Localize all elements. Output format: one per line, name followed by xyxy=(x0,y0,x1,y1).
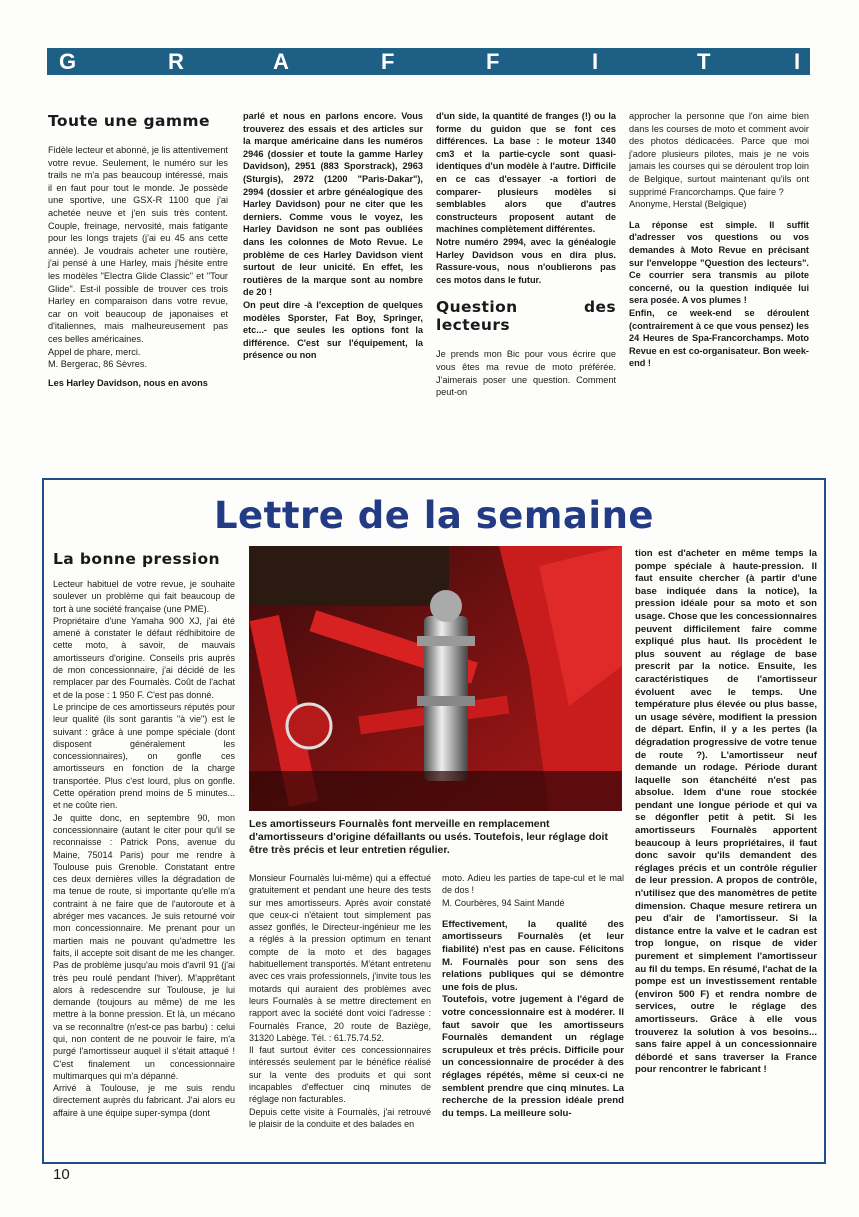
paragraph: Toutefois, votre jugement à l'égard de votre concessionnaire est à modérer. Il faut savoir que les amortisseurs Fournalès demandent un réglage scrupuleux et très précis. Difficile pour un concessionnaire de procéder à des réglages répétés, même si ceux-ci ne semblent prendre que cinq minutes. La recherche de la pression idéale prend du temps. La meilleure solu- xyxy=(442,994,624,1119)
top-column-4 xyxy=(629,110,809,370)
signature: Anonyme, Herstal (Belgique) xyxy=(629,199,747,210)
signature: M. Bergerac, 86 Sèvres. xyxy=(48,359,148,370)
banner-letter: R xyxy=(168,49,184,74)
page-number: 10 xyxy=(53,1166,70,1183)
paragraph: d'un side, la quantité de franges (!) ou la forme du guidon que se font ces différences. La base : le moteur 1340 cm3 et la partie-cycle sont quasi-identiques d'un modèle à l'autre. Difficile en ce cas d'essayer -a fortiori de comparer- plusieurs modèles si semblables alors que d'autres constructeurs proposent autant de machines complètement différentes. xyxy=(436,111,616,235)
paragraph: La réponse est simple. Il suffit d'adresser vos questions ou vos demandes à Moto Revue en précisant sur l'enveloppe "Question des lecteurs". Ce courrier sera transmis au pilote concerné, ou la question indiquée lui sera posée. A vos plumes ! xyxy=(629,219,809,306)
banner-letter: T xyxy=(697,49,711,74)
letter-column-2 xyxy=(249,872,431,1130)
answer-start: Les Harley Davidson, nous en avons xyxy=(48,377,208,388)
paragraph: Il faut surtout éviter ces concessionnaires intéressés seulement par le bénéfice réalisé sur la vente des produits et qui sont incapables d'effectuer cinq minutes de réglage non facturables. xyxy=(249,1045,431,1105)
paragraph: approcher la personne que l'on aime bien dans les courses de moto et comment avoir des photos dédicacées. Parce que moi j'adore plusieurs pilotes, mais je ne vois jamais les courses qui se déroulent trop loin de Belgique, surtout maintenant qu'ils ont supprimé Francorchamps. Que faire ? xyxy=(629,111,809,197)
paragraph: Effectivement, la qualité des amortisseurs Fournalès (et leur fiabilité) n'est pas en cause. Félicitons M. Fournalès pour son sens des relations publiques qui se démontre une fois de plus. xyxy=(442,918,624,993)
top-column-2 xyxy=(243,110,423,362)
letter-column-4 xyxy=(635,548,817,1077)
letter-column-1 xyxy=(53,550,235,1119)
photo-caption: Les amortisseurs Fournalès font merveille en remplacement d'amortisseurs d'origine défaillants ou usés. Toutefois, leur réglage doit être très précis et leur entretien régulier. xyxy=(249,818,608,856)
paragraph: Je quitte donc, en septembre 90, mon concessionnaire (autant le citer pour qu'il se reconnaisse : Patrick Pons, avenue du Maine, 75014 Paris) pour me rendre à Toulouse puis Grenoble. Constatant entre ces deux dernières villes la dégradation de ma tenue de route, si importante qu'elle m'a contraint à ne faire que de l'autoroute et à abréger mes vacances. Je suis retourné voir mon concessionnaire. Me prenant pour un martien mais ne pouvant qu'admettre les faits, il accepte soit disant de me les changer. Pas de problème jusqu'au mois d'avril 91 (j'ai très peu roulé pendant l'hiver). M'apprêtant alors à redescendre sur Toulouse, je lui demande (toujours au même) de me les mettre à la bonne pression. Et là, un mécano va se reconnaître (n'est-ce pas barbu) : celui qui, non content de ne pouvoir le faire, m'a purgé l'amortisseur auquel il s'était attaqué ! C'est finalement un concessionnaire multimarques qui m'a dépanné. xyxy=(53,812,235,1081)
signature: M. Courbères, 94 Saint Mandé xyxy=(442,897,565,908)
heading-question-des-lecteurs: Question des lecteurs xyxy=(436,298,616,335)
heading-la-bonne-pression: La bonne pression xyxy=(53,550,220,568)
letter-title: Lettre de la semaine xyxy=(213,494,655,537)
letter-column-3 xyxy=(442,872,624,1120)
paragraph: Depuis cette visite à Fournalès, j'ai retrouvé le plaisir de la conduite et des balades en xyxy=(249,1106,431,1129)
banner-letter: I xyxy=(794,49,801,74)
paragraph: Je prends mon Bic pour vous écrire que vous êtes ma revue de moto préférée. J'aimerais poser une question. Comment peut-on xyxy=(436,349,616,398)
letter-of-the-week-box xyxy=(42,478,826,1164)
banner-letter: F xyxy=(381,49,395,74)
banner-letter: F xyxy=(486,49,500,74)
banner-letter: A xyxy=(273,49,289,74)
paragraph: Appel de phare, merci. xyxy=(48,346,141,357)
paragraph: parlé et nous en parlons encore. Vous trouverez des essais et des articles sur la marque américaine dans les numéros 2946 (dossier et toute la gamme Harley Davidson), 2951 (883 Sporstrack), 2963 (Sturgis), 2972 (1200 "Paris-Dakar"), 2994 (dossier et arbre généalogique des Harley Davidson) pour ne citer que les derniers. Comme vous le voyez, les Harley Davidson ne sont pas oubliées dans les colonnes de Moto Revue. Le problème de ces Harley Davidson vient surtout de leur unicité. En effet, les routières de la marque sont au nombre de 20 ! xyxy=(243,111,423,298)
paragraph: On peut dire -à l'exception de quelques modèles Sporster, Fat Boy, Springer, etc...- que seules les options font la différence. C'est sur l'équipement, la présence ou non xyxy=(243,299,423,361)
motorcycle-shock-image xyxy=(249,546,622,811)
top-column-1 xyxy=(48,112,228,389)
paragraph: Notre numéro 2994, avec la généalogie Harley Davidson vous en dira plus. Rassure-vous, nous n'oublierons pas ces motos dans le futur. xyxy=(436,236,616,285)
section-banner xyxy=(47,48,810,75)
paragraph: Enfin, ce week-end se déroulent (contrairement à ce que vous pensez) les 24 Heures de Spa-Francorchamps. Moto Revue en est co-organisateur. Bon week-end ! xyxy=(629,307,809,369)
banner-letter: G xyxy=(59,49,77,74)
shock-absorber-photo xyxy=(249,546,622,811)
paragraph: moto. Adieu les parties de tape-cul et le mal de dos ! xyxy=(442,873,624,896)
paragraph: Fidèle lecteur et abonné, je lis attentivement votre revue. Seulement, le numéro sur les trails ne m'a pas beaucoup intéressé, mais il en faut pour tout le monde. Je possède une sportive, une GSX-R 1100 que j'ai achetée neuve et j'en suis très content. Couple, freinage, nervosité, mais fatigante pour les longs trajets (j'ai eu 45 ans cette année). Je voudrais acheter une routière, j'ai pensé à une Harley, mais j'hésite entre les modèles "Electra Glide Classic" et "Tour Glide". Est-il possible de trouver ces trois Harley en comparaison dans votre revue, car on voit beaucoup de japonaises et d'italiennes, mais malheureusement pas ces belles américaines. xyxy=(48,145,228,344)
paragraph: Arrivé à Toulouse, je me suis rendu directement auprès du fabricant. J'ai alors eu affaire à une équipe super-sympa (dont xyxy=(53,1083,235,1118)
paragraph: Monsieur Fournalès lui-même) qui a effectué gratuitement et pendant une heure des tests sur mes amortisseurs. Après avoir constaté que ceux-ci n'étaient tout simplement pas assez gonflés, le Directeur-ingénieur me les a réglés à la pression optimum en tenant compte de la moto et des bagages habituellement transportés. M'étant entretenu avec ces vrais professionnels, j'invite tous les motards qui auraient des problèmes avec leurs Fournalès à se mettre directement en rapport avec la société dont voici l'adresse : Fournalès France, 20 route de Baziège, 31320 Labège. Tél. : 61.75.74.52. xyxy=(249,873,431,1043)
heading-toute-une-gamme: Toute une gamme xyxy=(48,112,210,130)
paragraph: Lecteur habituel de votre revue, je souhaite soulever un problème qui fait beaucoup de tort à une société française (une PME). xyxy=(53,579,235,614)
paragraph: tion est d'acheter en même temps la pompe spéciale à haute-pression. Il faut ensuite chercher (à partir d'une base indiquée dans la notice), la pression idéale pour sa moto et son usage. Chose que les concessionnaires peuvent difficilement faire comme expliqué plus haut. Ils procèdent le plus souvent au réglage de base prescrit par la notice. Ensuite, les caractéristiques de l'amortisseur évoluent avec le temps. Une température plus élevée ou plus basse, un usage sévère, modifient la pression de départ. Enfin, il y a les pertes (la dégradation progressive de votre tenue de route ?). L'amortisseur neuf demande un rodage. Période durant laquelle son étanchéité n'est pas absolue. Idem d'une roue stockée pendant une longue période et qui va se dégonfler petit à petit. Si les amortisseurs Fournalès apportent beaucoup à leurs propriétaires, il faut donc savoir qu'ils demandent des réglages précis et un contrôle régulier de leur pression. A propos de contrôle, n'utilisez que des manomètres de petite dimension. Chaque mesure retirera un peu d'air de l'amortisseur. Si la distance entre la valve et le cadran est trop longue, on risque de vider purement et simplement l'amortisseur au fil du temps. En résumé, l'achat de la pompe est un investissement rentable (environ 500 F) et rendra nombre de services, outre le réglage des amortisseurs. Grâce à elle vous trouverez la solution à vos besoins... sans faire appel à un concessionnaire débordé et sans traverser la France pour rencontrer le fabricant ! xyxy=(635,548,817,1076)
top-column-3 xyxy=(436,110,616,399)
banner-letter: I xyxy=(592,49,599,74)
paragraph: Propriétaire d'une Yamaha 900 XJ, j'ai été amené à constater le défaut rédhibitoire de cette moto, à savoir, de mauvais amortisseurs d'origine. Conseils pris auprès de mon concessionnaire, j'ai décidé de les remplacer par des Fournalès. Coût de l'achat et de la pose : 1 950 F. C'est pas donné. xyxy=(53,615,235,700)
paragraph: Le principe de ces amortisseurs réputés pour leur qualité (ils sont garantis "à vie") est le suivant : grâce à une pompe spéciale (dont disposent généralement les concessionnaires), on gonfle ces amortisseurs en fonction de la charge transportée. Plus c'est lourd, plus on gonfle. Cette opération prend moins de 5 minutes... et ne coûte rien. xyxy=(53,701,235,811)
